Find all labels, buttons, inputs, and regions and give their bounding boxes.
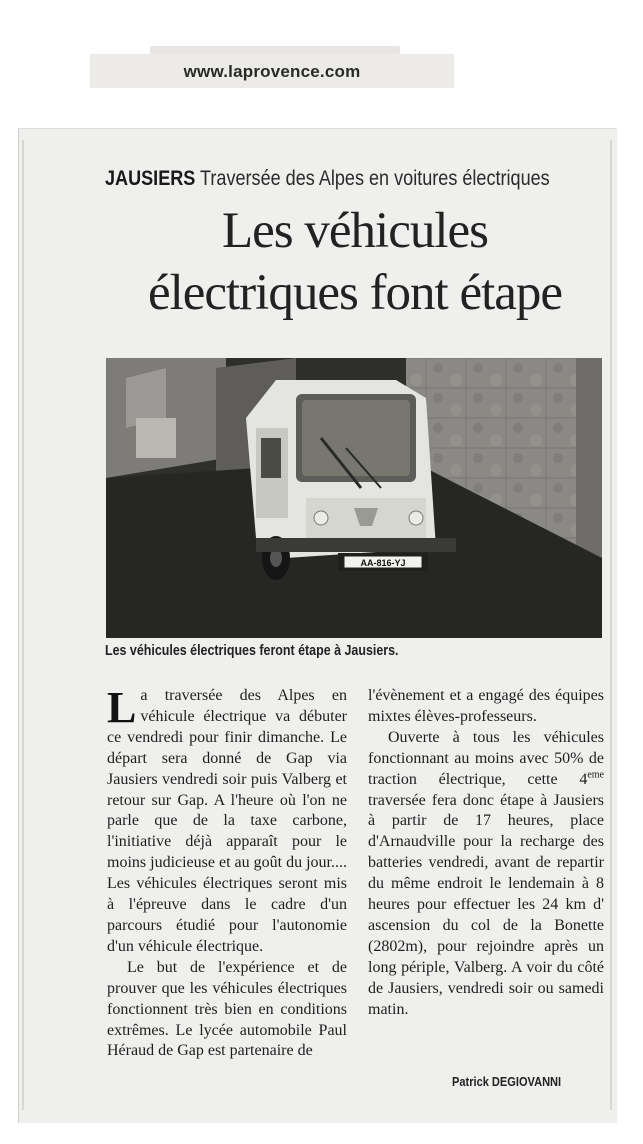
kicker-text: Traversée des Alpes en voitures électriques: [200, 166, 550, 190]
paragraph-1-text: a traversée des Alpes en véhicule électrique va débuter ce vendredi pour finir dimanche. Le départ sera donné de Gap via Jausiers vendredi soir puis Valberg et retour sur Gap. A l'heure où l'on ne parle que de la taxe carbone, l'initiative déjà apparaît pour le moins judicieuse et au goût du jour.... Les véhicules électriques seront mis à l'épreuve dans le cadre d'un parcours étudié pour l'autonomie d'un véhicule électrique.: [107, 687, 347, 955]
article-kicker: [105, 166, 550, 191]
photo-caption: Les véhicules électriques feront étape à Jausiers.: [105, 642, 399, 659]
drop-cap: L: [107, 683, 137, 732]
paragraph-4-start: Ouverte à tous les véhicules fonctionnant au moins avec 50% de traction électrique, cette 4: [368, 728, 604, 788]
masthead-date-strip: [150, 46, 400, 54]
paragraph-1: [107, 683, 347, 958]
license-plate: AA-816-YJ: [360, 558, 406, 568]
article-column-right: [368, 686, 604, 1021]
column-rule-right: [610, 140, 612, 1110]
article-column-left: [107, 683, 347, 1062]
source-url: www.laprovence.com: [183, 62, 361, 81]
ordinal-superscript: eme: [587, 769, 604, 781]
kicker-place: JAUSIERS: [105, 166, 196, 190]
article-headline: [100, 200, 610, 324]
author-byline: Patrick DEGIOVANNI: [452, 1074, 562, 1089]
paragraph-4: [368, 728, 604, 1021]
headline-line-2: électriques font étape: [147, 265, 563, 321]
column-rule-left: [22, 140, 24, 1110]
article-photo: [106, 358, 602, 638]
paragraph-4-rest: traversée fera donc étape à Jausiers à partir de 17 heures, place d'Arnaudville pour la recharge des batteries vendredi, avant de repartir du même endroit le lendemain à 8 heures pour effectuer les 24 km d' ascension du col de la Bonette (2802m), pour rejoindre après un long périple, Valberg. A voir du côté de Jausiers, vendredi soir ou samedi matin.: [368, 791, 604, 1018]
electric-utility-vehicle-photo: [106, 358, 602, 638]
headline-line-1: Les véhicules: [222, 203, 488, 259]
paragraph-3: l'évènement et a engagé des équipes mixtes élèves-professeurs.: [368, 687, 604, 725]
paragraph-2: Le but de l'expérience et de prouver que les véhicules électriques fonctionnent très bien en conditions extrêmes. Le lycée automobile Paul Héraud de Gap est partenaire de: [107, 958, 347, 1060]
